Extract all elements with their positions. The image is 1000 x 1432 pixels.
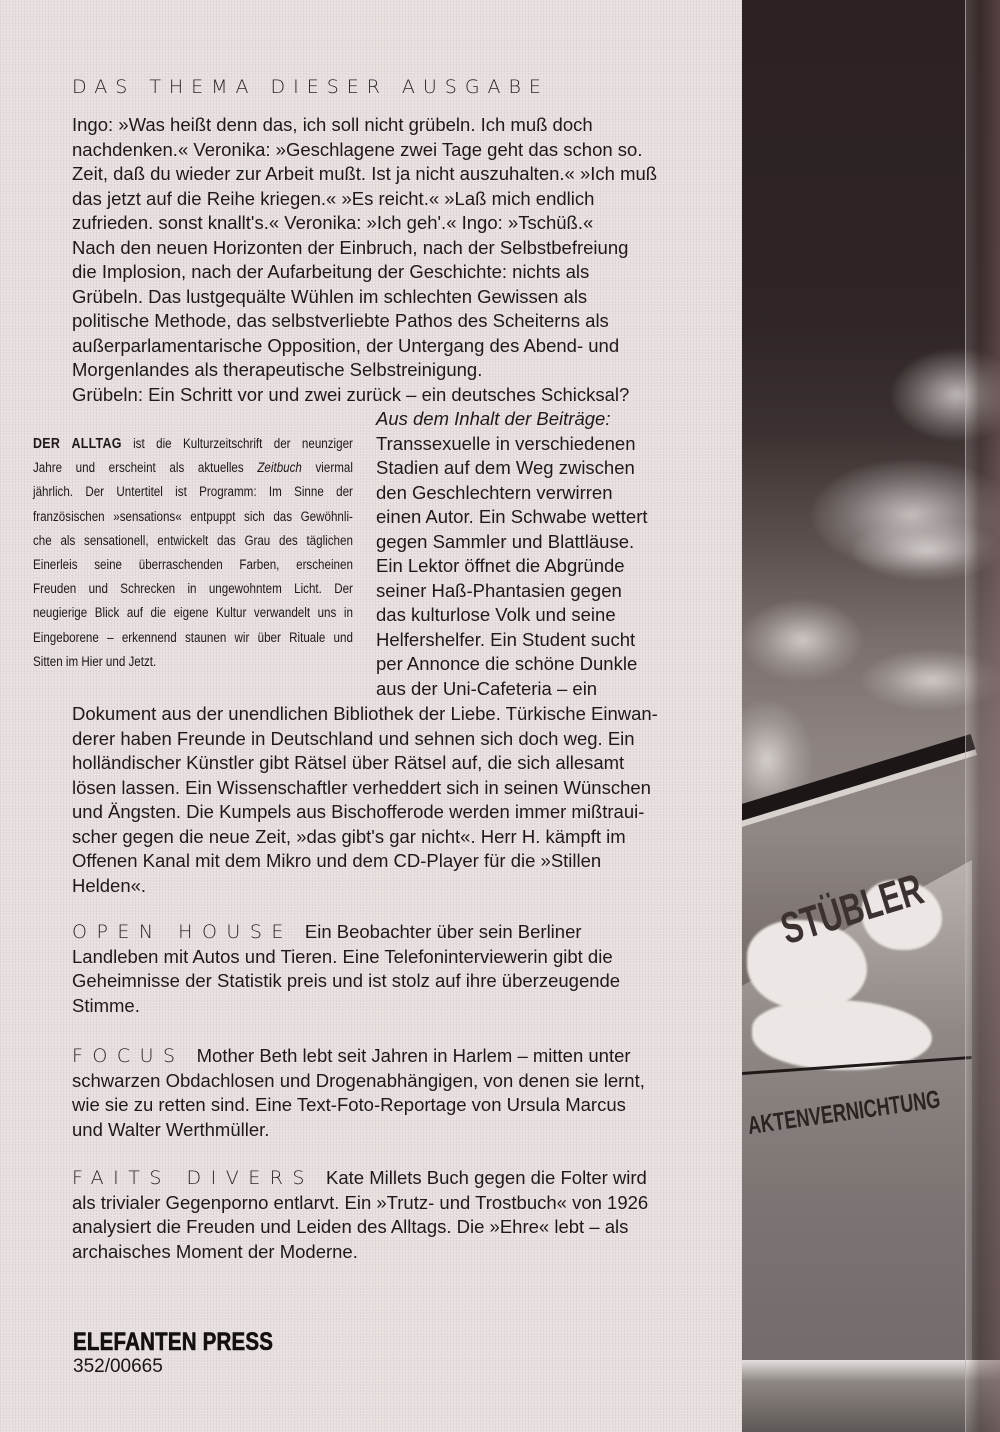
- intro-line: das jetzt auf die Reihe kriegen.« »Es reicht.« »Laß mich endlich: [72, 187, 595, 209]
- feature-line: Stimme.: [72, 994, 140, 1016]
- contents-line: einen Autor. Ein Schwabe wettert: [376, 506, 648, 527]
- feature-text: Kate Millets Buch gegen die Folter wird: [326, 1167, 647, 1188]
- feature-first-line: [72, 920, 682, 945]
- contents-line: per Annonce die schöne Dunkle: [376, 653, 638, 674]
- feature-line: analysiert die Freuden und Leiden des Alltags. Die »Ehre« lebt – als: [72, 1216, 629, 1237]
- contents-line: scher gegen die neue Zeit, »das gibt's gar nicht«. Herr H. kämpft im: [72, 825, 626, 847]
- contents-continued: [72, 702, 682, 898]
- contents-line: Transsexuelle in verschiedenen: [376, 432, 636, 454]
- intro-line: außerparlamentarische Opposition, der Untergang des Abend- und: [72, 334, 620, 356]
- description-line: [33, 432, 353, 456]
- feature-line: und Walter Werthmüller.: [72, 1118, 270, 1140]
- feature-kicker: FOCUS: [72, 1045, 185, 1067]
- truck-bumper: [742, 1360, 1000, 1432]
- intro-line: Grübeln. Das lustgequälte Wühlen im schlechten Gewissen als: [72, 285, 588, 307]
- description-line: Einerleis seine überraschenden Farben, erscheinen: [33, 557, 353, 573]
- truck-sign-top: STÜBLER: [775, 864, 929, 955]
- contents-line: gegen Sammler und Blattläuse.: [376, 530, 635, 552]
- feature-text: Mother Beth lebt seit Jahren in Harlem – mitten unter: [196, 1045, 631, 1066]
- contents-line: aus der Uni-Cafeteria – ein: [376, 677, 598, 699]
- intro-line: Nach den neuen Horizonten der Einbruch, nach der Selbstbefreiung: [72, 236, 629, 258]
- magazine-brand: DER ALLTAG: [33, 436, 122, 452]
- contents-line: das kulturlose Volk und seine: [376, 604, 616, 625]
- zeitbuch-emphasis: Zeitbuch: [257, 460, 302, 476]
- magazine-description: [33, 432, 353, 674]
- publisher-number: 352/00665: [73, 1356, 163, 1377]
- book-spine-edge: [965, 0, 1000, 1432]
- feature-first-line: [72, 1044, 682, 1069]
- cloud: [742, 600, 862, 680]
- truck-sign-bottom: AKTENVERNICHTUNG: [745, 1085, 942, 1141]
- feature-line: Landleben mit Autos und Tieren. Eine Telefoninterviewerin gibt die: [72, 945, 613, 967]
- description-text: Jahre und erscheint als aktuelles: [33, 460, 258, 476]
- contents-line: lösen lassen. Ein Wissenschaftler verheddert sich in seinen Wünschen: [72, 776, 651, 798]
- description-line: neugierige Blick auf die eigene Kultur verwandelt uns in: [33, 605, 353, 621]
- description-text: ist die Kulturzeitschrift der neunziger: [121, 436, 353, 451]
- contents-line: Offenen Kanal mit dem Mikro und dem CD-Player für die »Stillen: [72, 850, 602, 871]
- contents-line: und Ängsten. Die Kumpels aus Bischofferode werden immer mißtraui-: [72, 801, 645, 822]
- feature-line: schwarzen Obdachlosen und Drogenabhängigen, von denen sie lernt,: [72, 1069, 645, 1091]
- description-line: [33, 456, 353, 480]
- description-line: Eingeborene – erkennend staunen wir über Rituale und: [33, 629, 353, 645]
- description-text: viermal: [301, 460, 353, 476]
- description-line: jährlich. Der Untertitel ist Programm: Im Sinne der: [33, 484, 353, 500]
- contents-line: seiner Haß-Phantasien gegen: [376, 579, 622, 601]
- description-line: französischen »sensations« entpuppt sich das Gewöhnli-: [33, 508, 353, 524]
- intro-line: politische Methode, das selbstverliebte Pathos des Scheiterns als: [72, 310, 609, 331]
- feature-kicker: OPEN HOUSE: [72, 921, 293, 943]
- contents-lead: Aus dem Inhalt der Beiträge:: [376, 408, 611, 429]
- intro-line: Grübeln: Ein Schritt vor und zwei zurück – ein deutsches Schicksal?: [72, 383, 630, 405]
- contents-line: Stadien auf dem Weg zwischen: [376, 457, 635, 478]
- feature-line: als trivialer Gegenporno entlarvt. Ein »Trutz- und Trostbuch« von 1926: [72, 1191, 649, 1213]
- intro-line: Ingo: »Was heißt denn das, ich soll nicht grübeln. Ich muß doch: [72, 114, 593, 135]
- feature-line: archaisches Moment der Moderne.: [72, 1240, 358, 1262]
- section-title: DAS THEMA DIESER AUSGABE: [72, 76, 549, 98]
- contents-column: [376, 407, 676, 701]
- publisher-logo: ELEFANTEN PRESS: [73, 1328, 274, 1356]
- intro-line: die Implosion, nach der Aufarbeitung der Geschichte: nichts als: [72, 261, 590, 282]
- description-line: che als sensationell, entwickelt das Grau des täglichen: [33, 532, 353, 548]
- contents-line: Helden«.: [72, 874, 147, 896]
- contents-line: Ein Lektor öffnet die Abgründe: [376, 555, 625, 576]
- intro-paragraph: [72, 113, 672, 407]
- feature-line: Geheimnisse der Statistik preis und ist stolz auf ihre überzeugende: [72, 970, 621, 991]
- contents-line: holländischer Künstler gibt Rätsel über Rätsel auf, die sich allesamt: [72, 752, 625, 773]
- intro-line: zufrieden. sonst knallt's.« Veronika: »Ich geh'.« Ingo: »Tschüß.«: [72, 212, 594, 233]
- contents-line: den Geschlechtern verwirren: [376, 481, 613, 503]
- contents-line: derer haben Freunde in Deutschland und sehnen sich doch weg. Ein: [72, 727, 635, 749]
- description-line: Freuden und Schrecken in ungewohntem Licht. Der: [33, 581, 353, 597]
- description-line: Sitten im Hier und Jetzt.: [33, 653, 157, 669]
- feature-faits-divers: [72, 1166, 682, 1264]
- feature-focus: [72, 1044, 682, 1142]
- intro-line: Zeit, daß du wieder zur Arbeit mußt. Ist ja nicht auszuhalten.« »Ich muß: [72, 163, 658, 184]
- cover-photo-strip: [742, 0, 1000, 1432]
- feature-open-house: [72, 920, 682, 1018]
- intro-line: nachdenken.« Veronika: »Geschlagene zwei Tage geht das schon so.: [72, 138, 643, 160]
- contents-line: Dokument aus der unendlichen Bibliothek der Liebe. Türkische Einwan-: [72, 703, 658, 724]
- feature-text: Ein Beobachter über sein Berliner: [304, 921, 582, 942]
- feature-line: wie sie zu retten sind. Eine Text-Foto-Reportage von Ursula Marcus: [72, 1094, 626, 1115]
- intro-line: Morgenlandes als therapeutische Selbstreinigung.: [72, 359, 483, 380]
- feature-first-line: [72, 1166, 682, 1191]
- contents-line: Helfershelfer. Ein Student sucht: [376, 628, 636, 650]
- feature-kicker: FAITS DIVERS: [72, 1167, 314, 1189]
